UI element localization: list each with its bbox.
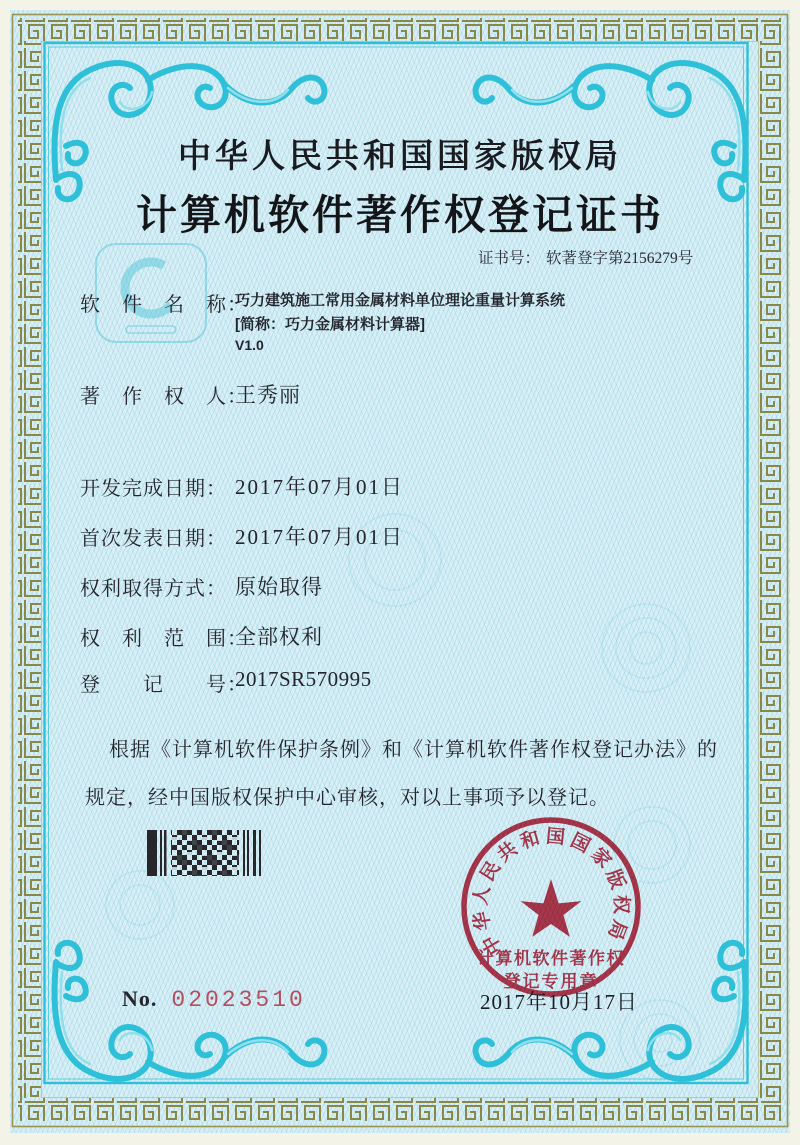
seal-ring-text: 中华人民共和国国家版权局 [470,826,632,959]
seal-date: 2017年10月17日 [480,990,638,1014]
dev-date-value: 2017年07月01日 [235,475,404,499]
software-name-line2: [简称：巧力金属材料计算器] [235,316,425,333]
software-name-line1: 巧力建筑施工常用金属材料单位理论重量计算系统 [235,292,566,309]
certificate-title: 计算机软件著作权登记证书 [136,192,664,238]
seal-line1: 计算机软件著作权 [477,949,625,968]
pub-date-value: 2017年07月01日 [235,525,404,549]
serial-label: No. [122,986,158,1011]
issuer-title: 中华人民共和国国家版权局 [178,139,622,175]
barcode-2d-icon [147,830,265,876]
scope-label: 权 利 范 围： [80,628,248,650]
serial-value: 02023510 [171,987,306,1013]
official-seal [451,812,651,1012]
software-name-version: V1.0 [235,337,264,353]
acquisition-label: 权利取得方式： [80,578,227,600]
cert-number-line [478,246,693,268]
statement-line2: 规定，经中国版权保护中心审核，对以上事项予以登记。 [85,787,610,809]
registration-number-label: 登 记 号： [80,674,248,696]
serial-number-line [122,986,306,1013]
owner-label: 著 作 权 人： [80,386,248,408]
statement-paragraph [85,726,718,822]
scope-value: 全部权利 [235,625,323,649]
cert-number-label: 证书号： [478,250,541,267]
owner-value: 王秀丽 [235,383,301,407]
seal-star-icon [521,879,582,937]
cert-number-value: 软著登字第2156279号 [546,250,694,267]
registration-number-value: 2017SR570995 [235,667,372,691]
pub-date-label: 首次发表日期： [80,528,227,550]
software-name-label: 软 件 名 称： [80,294,248,316]
acquisition-value: 原始取得 [235,575,323,599]
dev-date-label: 开发完成日期： [80,478,227,500]
seal-line2: 登记专用章 [503,972,599,991]
statement-line1: 根据《计算机软件保护条例》和《计算机软件著作权登记办法》的 [109,739,718,761]
